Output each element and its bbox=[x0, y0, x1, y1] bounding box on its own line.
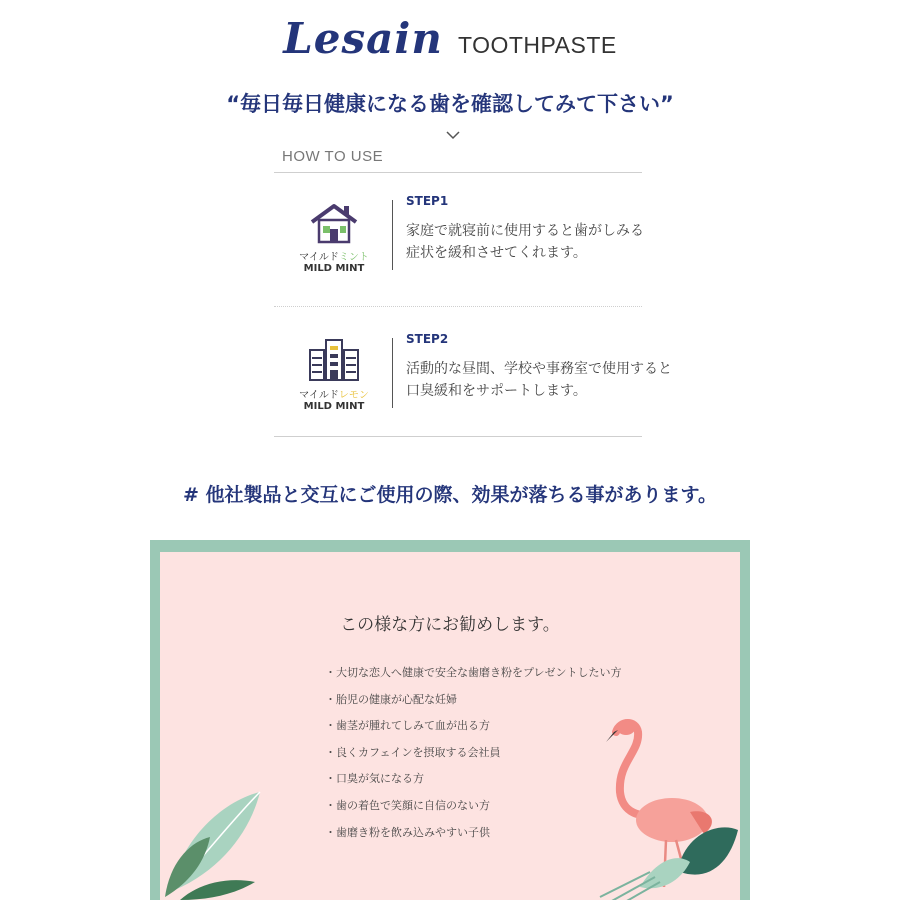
recommendation-title: この様な方にお勧めします。 bbox=[340, 615, 560, 635]
divider bbox=[274, 436, 642, 437]
brand-script-name: Lesain bbox=[283, 14, 443, 63]
step-description: 活動的な昼間、学校や事務室で使用すると 口臭緩和をサポートします。 bbox=[406, 361, 672, 399]
flavor-jp: マイルドレモン bbox=[299, 390, 369, 401]
list-item: ・歯磨き粉を飲み込みやすい子供 bbox=[325, 825, 490, 839]
tropical-leaf-illustration bbox=[160, 782, 270, 900]
brand-product-word: TOOTHPASTE bbox=[457, 32, 617, 58]
step-1 bbox=[274, 194, 694, 304]
step-label: STEP1 bbox=[406, 194, 449, 208]
flavor-en: MILD MINT bbox=[303, 401, 365, 412]
how-to-use-heading: HOW TO USE bbox=[282, 148, 384, 165]
divider bbox=[274, 172, 642, 173]
brand-logo bbox=[0, 14, 900, 74]
flamingo-illustration bbox=[580, 712, 740, 900]
usage-notice: # 他社製品と交互にご使用の際、効果が落ちる事があります。 bbox=[182, 484, 718, 506]
office-building-icon bbox=[306, 338, 362, 384]
recommendation-list bbox=[325, 664, 622, 850]
flavor-jp: マイルドミント bbox=[299, 252, 369, 263]
list-item: ・歯の着色で笑顔に自信のない方 bbox=[325, 798, 490, 812]
list-item: ・大切な恋人へ健康で安全な歯磨き粉をプレゼントしたい方 bbox=[325, 666, 622, 679]
step-2-flavor bbox=[294, 338, 374, 412]
recommendation-panel bbox=[150, 540, 750, 900]
chevron-down-icon bbox=[444, 128, 462, 142]
list-item: ・口臭が気になる方 bbox=[325, 772, 424, 786]
step-divider bbox=[392, 338, 393, 408]
step-divider bbox=[392, 200, 393, 270]
flavor-en: MILD MINT bbox=[303, 263, 365, 274]
list-item: ・良くカフェインを摂取する会社員 bbox=[325, 745, 501, 759]
divider bbox=[274, 306, 642, 307]
step-label: STEP2 bbox=[406, 332, 449, 346]
step-1-flavor bbox=[294, 200, 374, 274]
tagline: “毎日毎日健康になる歯を確認してみて下さい” bbox=[226, 92, 674, 116]
house-icon bbox=[308, 200, 360, 246]
recommendation-panel-inner bbox=[160, 552, 740, 900]
list-item: ・歯茎が腫れてしみて血が出る方 bbox=[325, 719, 490, 733]
list-item: ・胎児の健康が心配な妊婦 bbox=[325, 692, 457, 706]
step-2 bbox=[274, 332, 694, 442]
step-description: 家庭で就寝前に使用すると歯がしみる 症状を緩和させてくれます。 bbox=[406, 223, 644, 261]
